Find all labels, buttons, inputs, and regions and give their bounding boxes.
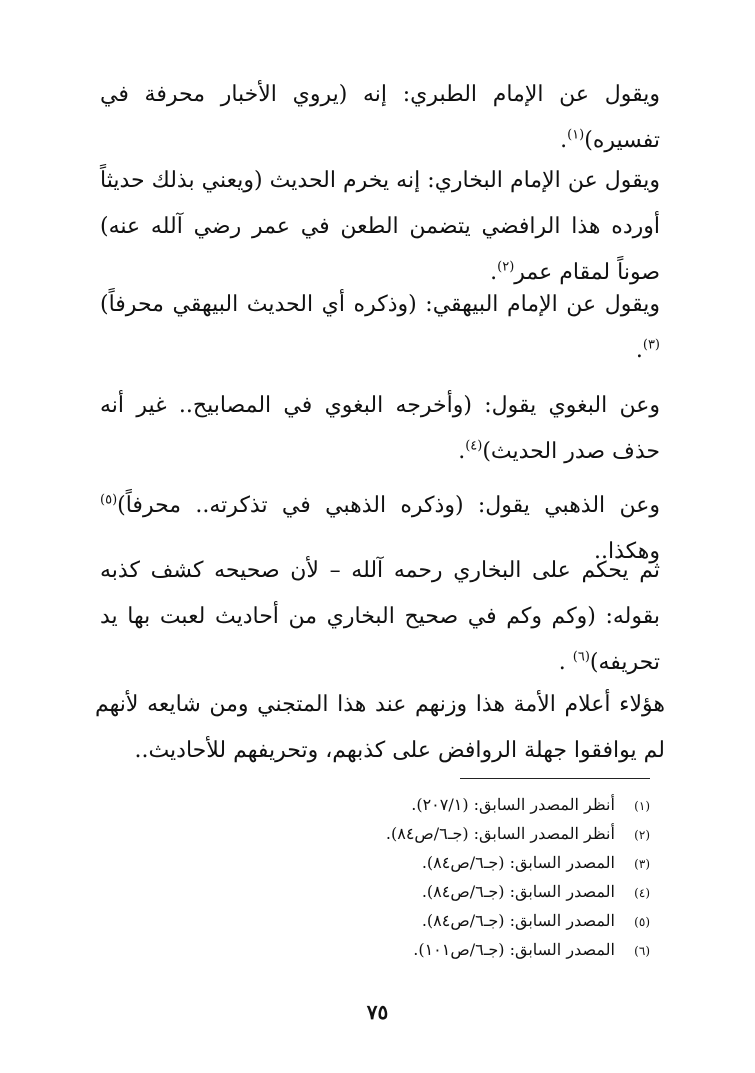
- paragraph-tail: وهكذا..: [593, 539, 660, 564]
- footnote-marker[interactable]: (٤): [465, 438, 483, 454]
- paragraph-tail: .: [490, 260, 498, 285]
- footnote-item: [330, 848, 650, 877]
- paragraph-text: ويقول عن الإمام البيهقي: (وذكره أي الحديث البيهقي محرفاً): [100, 292, 660, 317]
- paragraph-tail: .: [458, 439, 466, 464]
- paragraph-baghawi: [100, 383, 660, 475]
- paragraph-tail: .: [560, 128, 568, 153]
- footnote-marker[interactable]: (٣): [642, 337, 660, 353]
- footnote-marker[interactable]: (٢): [497, 259, 515, 275]
- footnote-text: المصدر السابق: (جـ٦/ص٨٤).: [421, 853, 615, 872]
- footnote-number: (٦): [634, 944, 650, 958]
- footnote-item: [330, 877, 650, 906]
- paragraph-tail: .: [635, 338, 643, 363]
- footnote-number: (٤): [634, 886, 650, 900]
- footnote-marker[interactable]: (٥): [100, 492, 118, 508]
- footnote-number: (١): [634, 799, 650, 813]
- paragraph-text: ويقول عن الإمام الطبري: إنه (يروي الأخبار محرفة في تفسيره): [100, 82, 660, 153]
- footnote-text: المصدر السابق: (جـ٦/ص١٠١).: [413, 940, 615, 959]
- footnote-text: المصدر السابق: (جـ٦/ص٨٤).: [421, 882, 615, 901]
- paragraph-tabari: [100, 72, 660, 164]
- paragraph-bayhaqi: [100, 282, 660, 374]
- footnote-number: (٢): [634, 828, 650, 842]
- paragraph-text: ثم يحكم على البخاري رحمه آلله – لأن صحيحه كشف كذبه بقوله: (وكم وكم في صحيح البخاري من أحاديث لعبت بها يد تحريفه): [100, 558, 660, 675]
- footnote-text: المصدر السابق: (جـ٦/ص٨٤).: [421, 911, 615, 930]
- paragraph-text: وعن البغوي يقول: (وأخرجه البغوي في المصابيح.. غير أنه حذف صدر الحديث): [100, 393, 660, 464]
- footnote-marker[interactable]: (١): [567, 127, 585, 143]
- paragraph-tail: .: [558, 650, 573, 675]
- paragraph-text: ويقول عن الإمام البخاري: إنه يخرم الحديث (ويعني بذلك حديثاً أورده هذا الرافضي يتضمن الطعن في عمر رضي آلله عنه) صوناً لمقام عمر: [100, 168, 660, 285]
- paragraph-bukhari: [100, 158, 660, 296]
- footnote-text: أنظر المصدر السابق: (٢٠٧/١).: [411, 795, 615, 814]
- footnote-text: أنظر المصدر السابق: (جـ٦/ص٨٤).: [385, 824, 615, 843]
- paragraph-conclusion: [95, 682, 665, 774]
- page-number: ٧٥: [366, 1000, 389, 1024]
- footnote-number: (٥): [634, 915, 650, 929]
- paragraph-bukhari-judgment: [100, 548, 660, 686]
- footnote-item: [330, 935, 650, 964]
- paragraph-text: هؤلاء أعلام الأمة هذا وزنهم عند هذا المتجني ومن شايعه لأنهم لم يوافقوا جهلة الروافض على كذبهم، وتحريفهم للأحاديث..: [95, 692, 665, 763]
- paragraph-text: وعن الذهبي يقول: (وذكره الذهبي في تذكرته.. محرفاً): [117, 493, 660, 518]
- footnote-item: [330, 790, 650, 819]
- footnote-item: [330, 819, 650, 848]
- footnote-number: (٣): [634, 857, 650, 871]
- footnote-separator: [460, 778, 650, 779]
- footnote-item: [330, 906, 650, 935]
- footnotes-list: [330, 790, 650, 964]
- footnote-marker[interactable]: (٦): [572, 649, 590, 665]
